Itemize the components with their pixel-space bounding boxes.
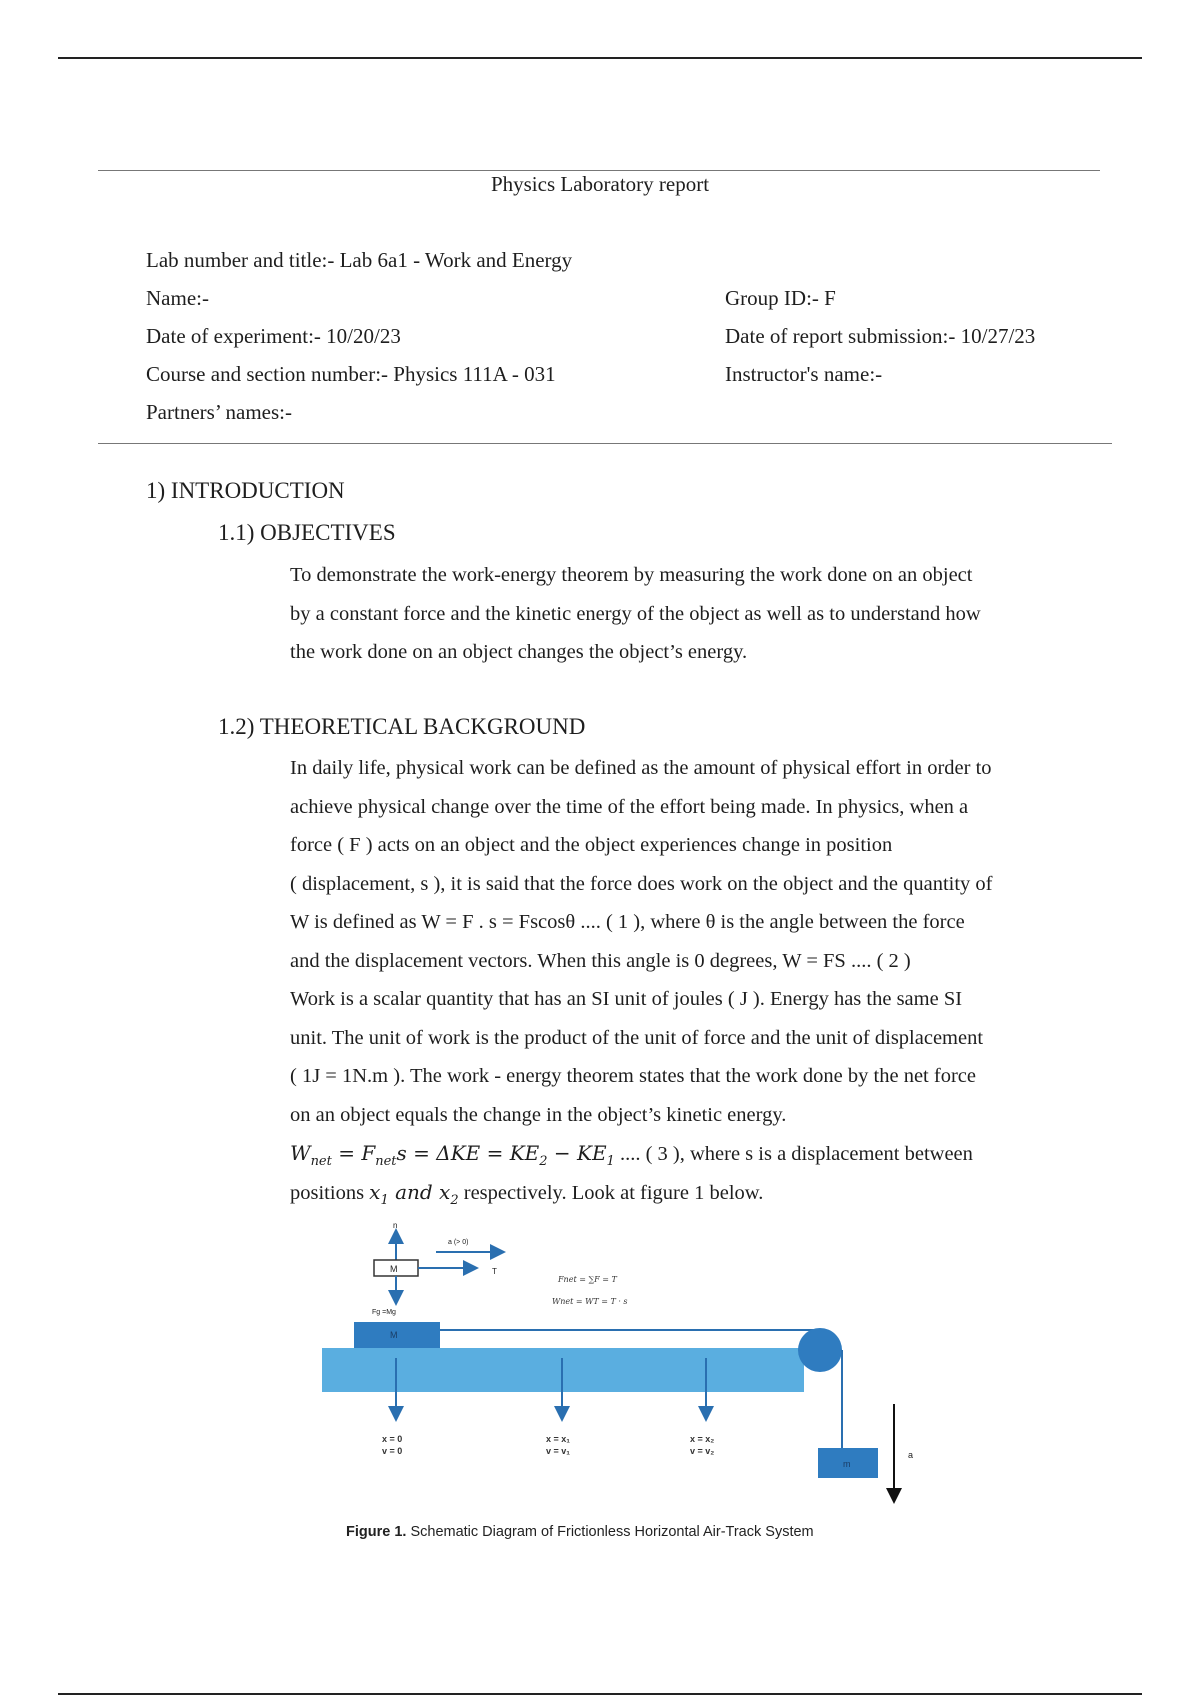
position-2-v: v = v₂ — [690, 1446, 715, 1456]
objectives-line: the work done on an object changes the object’s energy. — [290, 641, 748, 663]
partners-names: Partners’ names:- — [146, 400, 292, 424]
date-experiment: Date of experiment:- 10/20/23 — [146, 324, 401, 348]
figure-caption-label: Figure 1. — [346, 1524, 407, 1540]
position-2-x: x = x₂ — [690, 1434, 715, 1444]
gravity-label: Fg =Mg — [372, 1309, 396, 1316]
page-bottom-rule — [58, 1693, 1142, 1695]
theory-line: W is defined as W = F . s = Fscosθ .... ( 1 ), where θ is the angle between the force — [290, 911, 965, 933]
theory-heading: 1.2) THEORETICAL BACKGROUND — [218, 714, 586, 739]
objectives-line: To demonstrate the work-energy theorem by measuring the work done on an object — [290, 564, 973, 586]
objectives-paragraph — [290, 556, 1060, 672]
objectives-line: by a constant force and the kinetic energy of the object as well as to understand how — [290, 602, 981, 625]
header-bottom-rule — [98, 443, 1112, 444]
normal-label: n — [393, 1221, 398, 1230]
objectives-heading: 1.1) OBJECTIVES — [218, 520, 396, 545]
intro-heading: 1) INTRODUCTION — [146, 478, 345, 503]
net-force-equation: Fnet = ∑F = T — [558, 1275, 617, 1284]
fbd-block-label: M — [390, 1264, 398, 1274]
figure-caption-text: Schematic Diagram of Frictionless Horizontal Air-Track System — [406, 1524, 814, 1540]
theory-line: ( displacement, s ), it is said that the force does work on the object and the quantity of — [290, 872, 993, 895]
date-submission: Date of report submission:- 10/27/23 — [725, 324, 1036, 348]
theory-line: on an object equals the change in the object’s kinetic energy. — [290, 1103, 787, 1126]
acceleration-label: a (> 0) — [448, 1239, 469, 1246]
lab-title: Lab number and title:- Lab 6a1 - Work and Energy — [146, 248, 573, 272]
course-section: Course and section number:- Physics 111A - 031 — [146, 362, 556, 386]
name-field: Name:- — [146, 286, 209, 310]
position-1-v: v = v₁ — [546, 1446, 570, 1456]
hanging-acceleration-label: a — [908, 1450, 914, 1460]
theory-line: achieve physical change over the time of the effort being made. In physics, when a — [290, 795, 969, 818]
header-top-rule — [98, 170, 1100, 171]
instructor-name: Instructor's name:- — [725, 362, 883, 386]
position-0-v: v = 0 — [382, 1446, 403, 1456]
positions-line: positions $x_1$ and $x_2$ respectively. Look at figure 1 below. — [290, 1179, 764, 1208]
theory-line: ( 1J = 1N.m ). The work - energy theorem states that the work done by the net force — [290, 1065, 976, 1087]
report-title: Physics Laboratory report — [490, 172, 710, 196]
theory-line: Work is a scalar quantity that has an SI unit of joules ( J ). Energy has the same SI — [290, 988, 963, 1010]
positions-math: $x_1$ and $x_2$ — [369, 1179, 459, 1208]
theory-line: force ( F ) acts on an object and the object experiences change in position — [290, 834, 893, 856]
equation-3-text: .... ( 3 ), where s is a displacement between — [619, 1143, 973, 1165]
glider-label: M — [390, 1330, 398, 1340]
work-energy-equation: $W_{net} = F_{net}s = \Delta KE = KE_2 - KE_1$ — [290, 1141, 615, 1169]
theory-line: In daily life, physical work can be defined as the amount of physical effort in order to — [290, 757, 992, 779]
figure-caption — [346, 1524, 814, 1540]
hanging-mass-label: m — [843, 1459, 851, 1469]
net-work-equation: Wnet = WT = T · s — [552, 1297, 628, 1306]
position-0-x: x = 0 — [382, 1434, 403, 1444]
figure-air-track — [290, 1218, 940, 1558]
position-1-x: x = x₁ — [546, 1434, 570, 1444]
tension-label: T — [492, 1267, 497, 1276]
theory-paragraph — [290, 749, 1060, 1211]
group-id: Group ID:- F — [725, 286, 836, 310]
equation-3-line — [290, 1134, 1060, 1173]
theory-line: and the displacement vectors. When this angle is 0 degrees, W = FS .... ( 2 ) — [290, 949, 911, 972]
pulley — [798, 1328, 842, 1372]
theory-line: unit. The unit of work is the product of the unit of force and the unit of displacement — [290, 1026, 984, 1049]
page-top-rule — [58, 57, 1142, 59]
